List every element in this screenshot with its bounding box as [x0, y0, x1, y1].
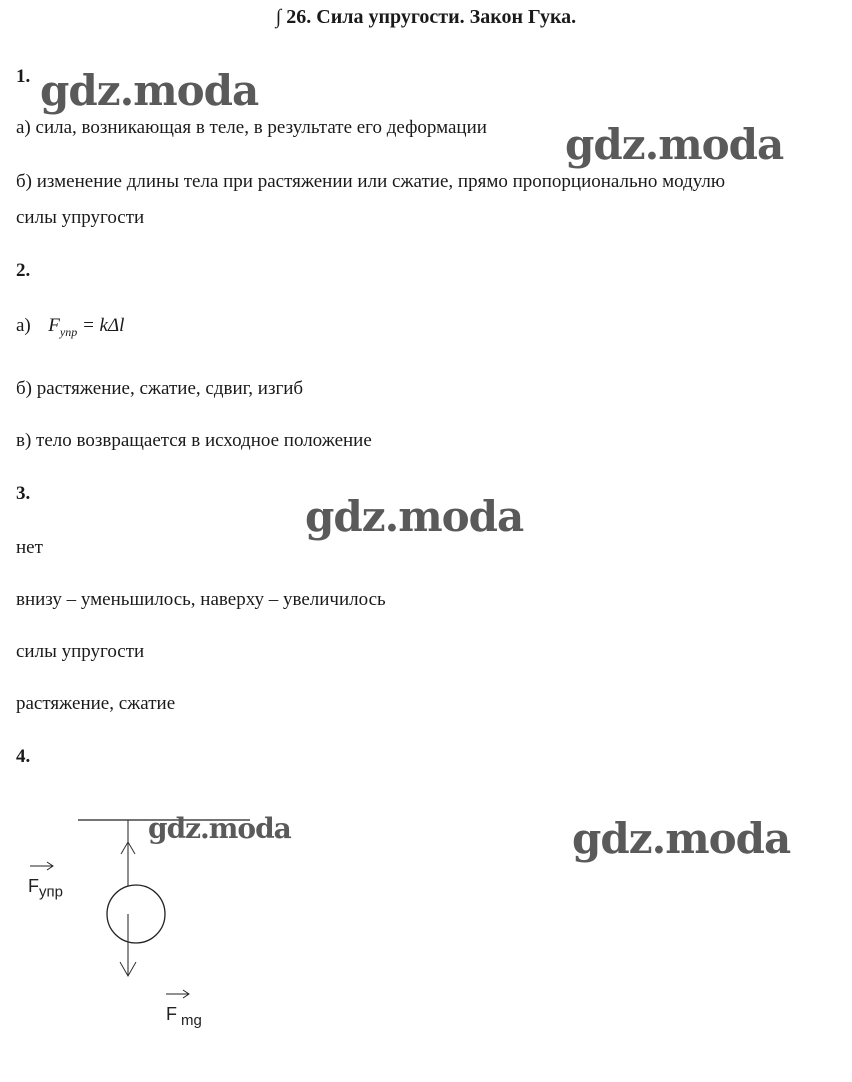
section-2-number: 2. — [16, 260, 31, 281]
section-1-number: 1. — [16, 66, 31, 87]
section-1-line-b-cont: силы упругости — [16, 207, 145, 228]
section-2-line-c: в) тело возвращается в исходное положение — [16, 430, 372, 451]
section-3-line-3: силы упругости — [16, 641, 145, 662]
section-4-number: 4. — [16, 746, 31, 767]
formula-rhs: = kΔl — [81, 315, 125, 336]
section-3-line-4: растяжение, сжатие — [16, 693, 176, 714]
watermark: gdz.moda — [565, 120, 784, 169]
section-1-line-b: б) изменение длины тела при растяжении или сжатие, прямо пропорционально модулю — [16, 171, 726, 192]
watermark: gdz.moda — [148, 812, 291, 845]
section-3-number: 3. — [16, 483, 31, 504]
formula-symbol: F — [48, 315, 60, 336]
hooke-formula — [16, 315, 124, 340]
section-3-line-2: внизу – уменьшилось, наверху – увеличилось — [16, 589, 386, 610]
force-elastic-label: $F_{упр}$ — [28, 876, 63, 901]
ball-circle — [107, 885, 165, 943]
watermark: gdz.moda — [305, 492, 524, 541]
formula-prefix: а) — [16, 315, 31, 336]
page-title: ∫ 26. Сила упругости. Закон Гука. — [275, 6, 577, 28]
watermark: gdz.moda — [572, 814, 791, 863]
force-gravity-label: F $_{mg}$ — [166, 1004, 202, 1029]
section-3-line-1: нет — [16, 537, 43, 558]
section-1-line-a: а) сила, возникающая в теле, в результате его деформации — [16, 117, 487, 138]
section-2-line-b: б) растяжение, сжатие, сдвиг, изгиб — [16, 378, 304, 399]
formula-subscript: упр — [59, 324, 78, 339]
watermark: gdz.moda — [40, 66, 259, 115]
